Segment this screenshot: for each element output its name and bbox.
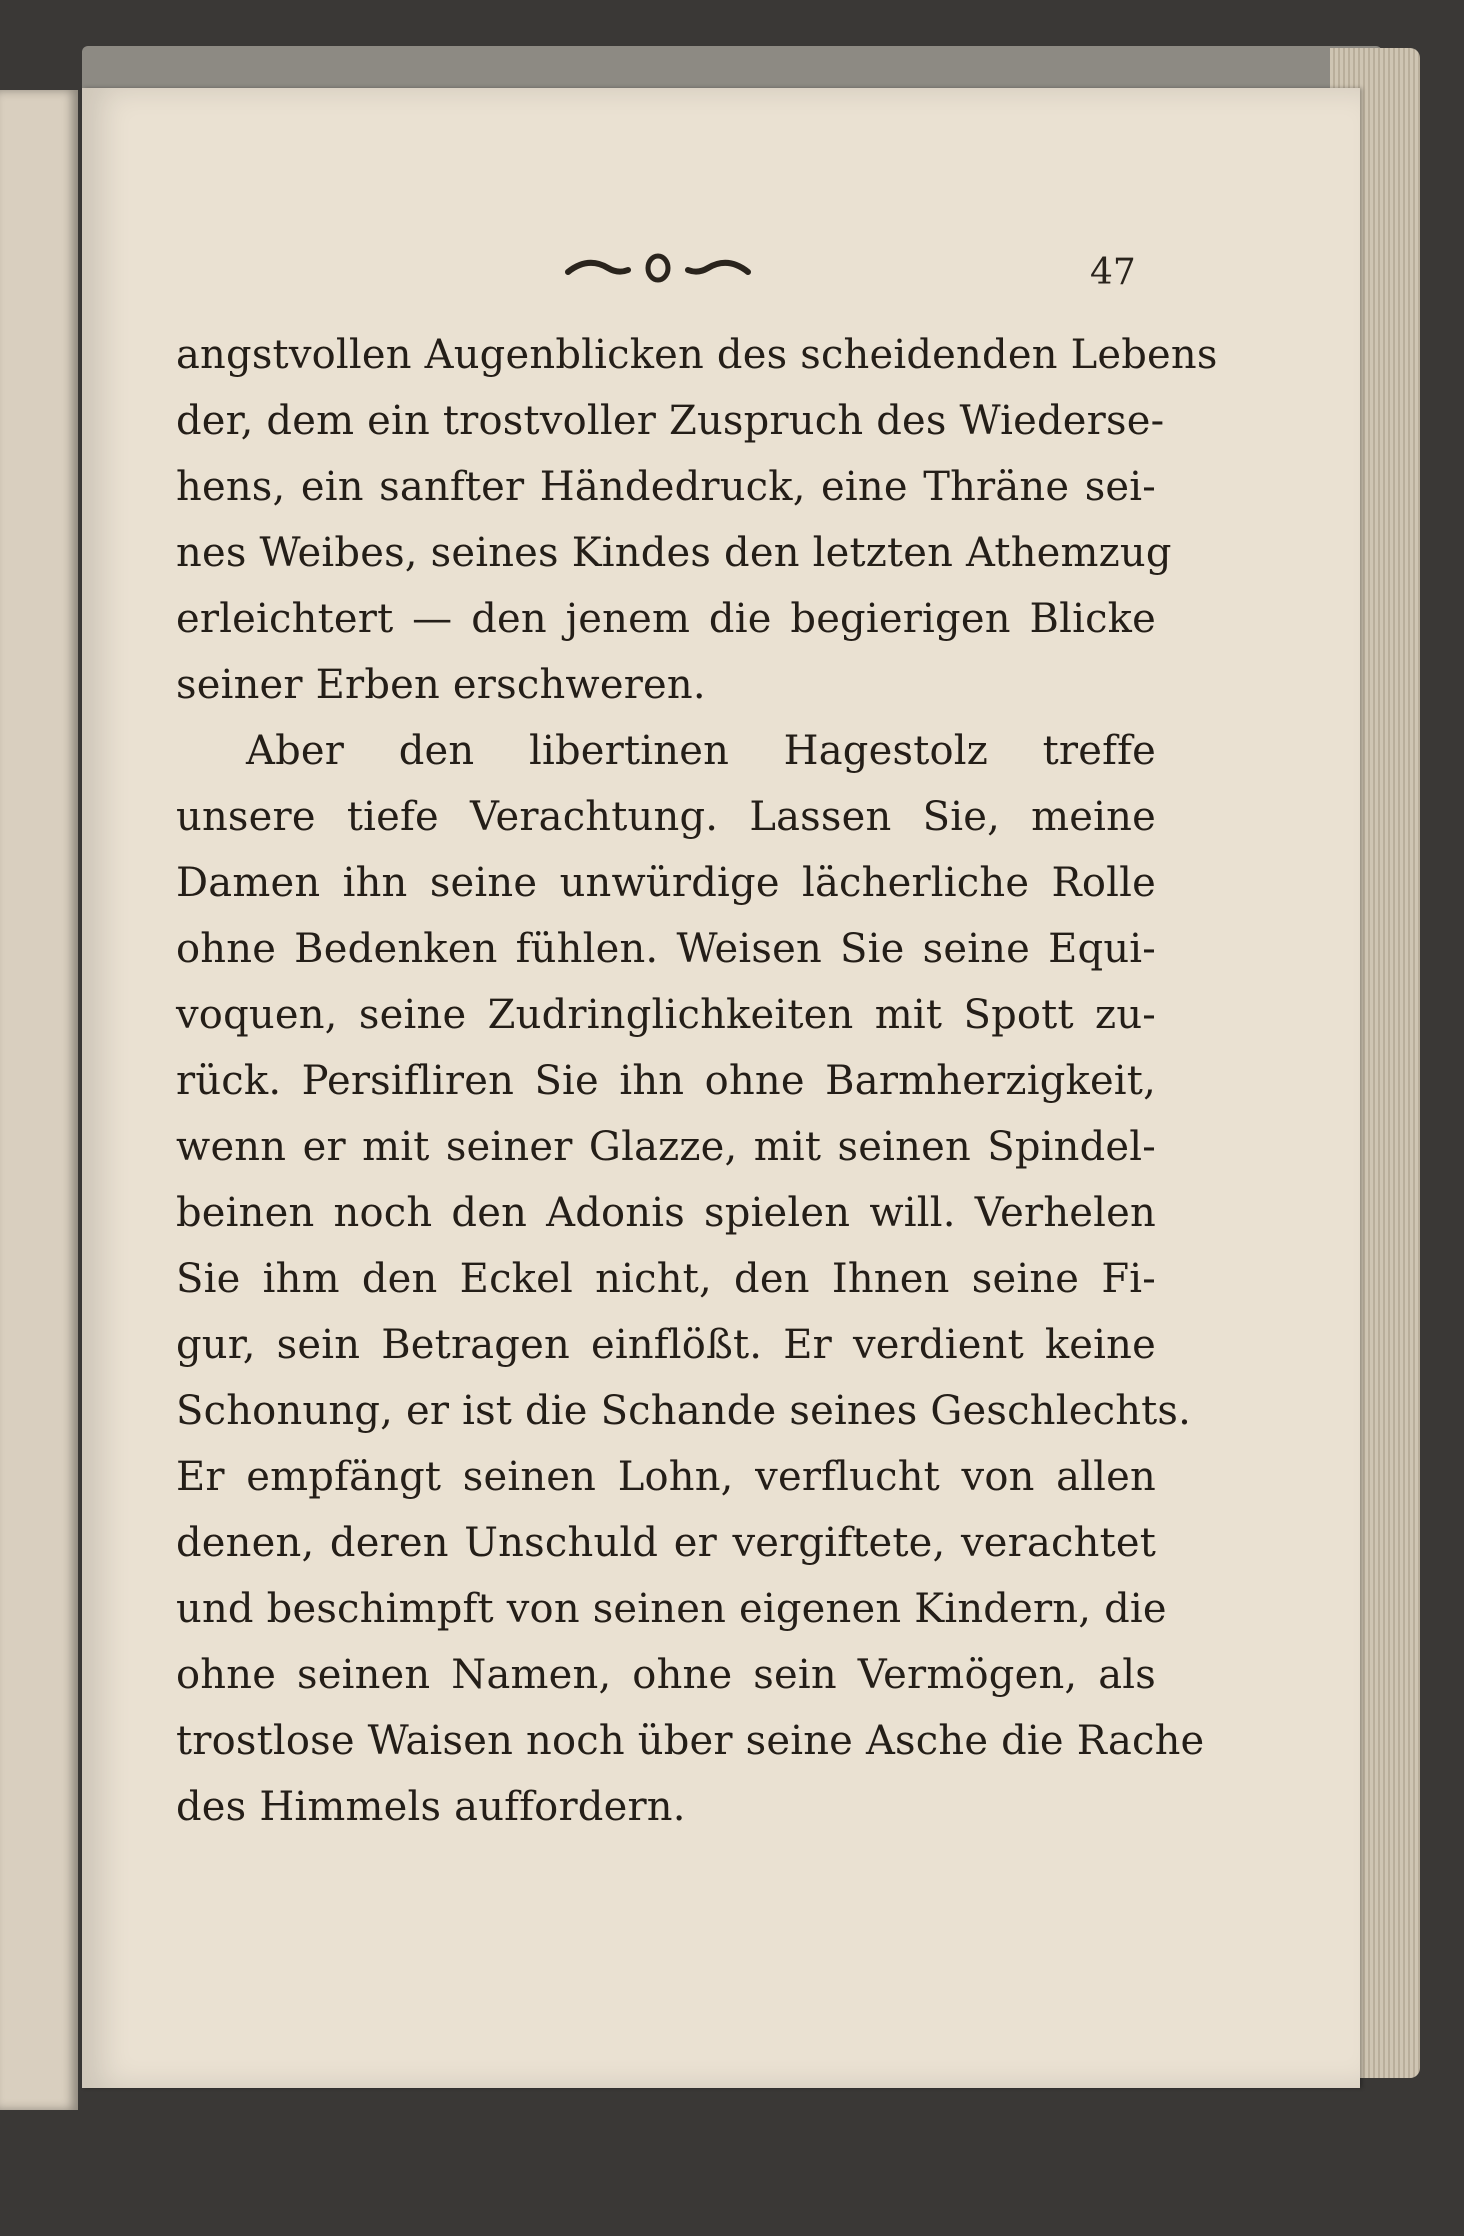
text-line: wenn er mit seiner Glazze, mit seinen Spindel- xyxy=(176,1124,1156,1170)
text-line: hens, ein sanfter Händedruck, eine Thräne sei- xyxy=(176,464,1156,510)
text-line: angstvollen Augenblicken des scheidenden Lebens xyxy=(176,332,1218,378)
header-ornament-icon xyxy=(558,238,758,298)
book-top-edge xyxy=(82,46,1382,94)
text-line: Sie ihm den Eckel nicht, den Ihnen seine Fi- xyxy=(176,1256,1156,1302)
text-line: der, dem ein trostvoller Zuspruch des Wiederse- xyxy=(176,398,1165,444)
text-line: unsere tiefe Verachtung. Lassen Sie, meine xyxy=(176,794,1156,840)
facing-page-edge xyxy=(0,90,78,2110)
text-line: rück. Persifliren Sie ihn ohne Barmherzigkeit, xyxy=(176,1058,1156,1104)
text-line: gur, sein Betragen einflößt. Er verdient keine xyxy=(176,1322,1156,1368)
text-line: Schonung, er ist die Schande seines Geschlechts. xyxy=(176,1388,1192,1434)
text-line: des Himmels auffordern. xyxy=(176,1784,686,1830)
text-line: und beschimpft von seinen eigenen Kindern, die xyxy=(176,1586,1167,1632)
page-number: 47 xyxy=(1090,252,1136,293)
body-text xyxy=(176,322,1218,1840)
text-line: denen, deren Unschuld er vergiftete, verachtet xyxy=(176,1520,1156,1566)
text-line: voquen, seine Zudringlichkeiten mit Spott zu- xyxy=(176,992,1156,1038)
text-line: ohne seinen Namen, ohne sein Vermögen, als xyxy=(176,1652,1156,1698)
text-line: Aber den libertinen Hagestolz treffe xyxy=(246,728,1156,774)
text-line: trostlose Waisen noch über seine Asche die Rache xyxy=(176,1718,1205,1764)
text-line: seiner Erben erschweren. xyxy=(176,662,706,708)
text-line: Damen ihn seine unwürdige lächerliche Rolle xyxy=(176,860,1156,906)
text-line: Er empfängt seinen Lohn, verflucht von allen xyxy=(176,1454,1156,1500)
text-line: beinen noch den Adonis spielen will. Verhelen xyxy=(176,1190,1156,1236)
text-line: erleichtert — den jenem die begierigen Blicke xyxy=(176,596,1156,642)
text-line: ohne Bedenken fühlen. Weisen Sie seine Equi- xyxy=(176,926,1156,972)
text-line: nes Weibes, seines Kindes den letzten Athemzug xyxy=(176,530,1172,576)
paragraph-1 xyxy=(176,322,1218,718)
paragraph-2 xyxy=(176,718,1205,1840)
